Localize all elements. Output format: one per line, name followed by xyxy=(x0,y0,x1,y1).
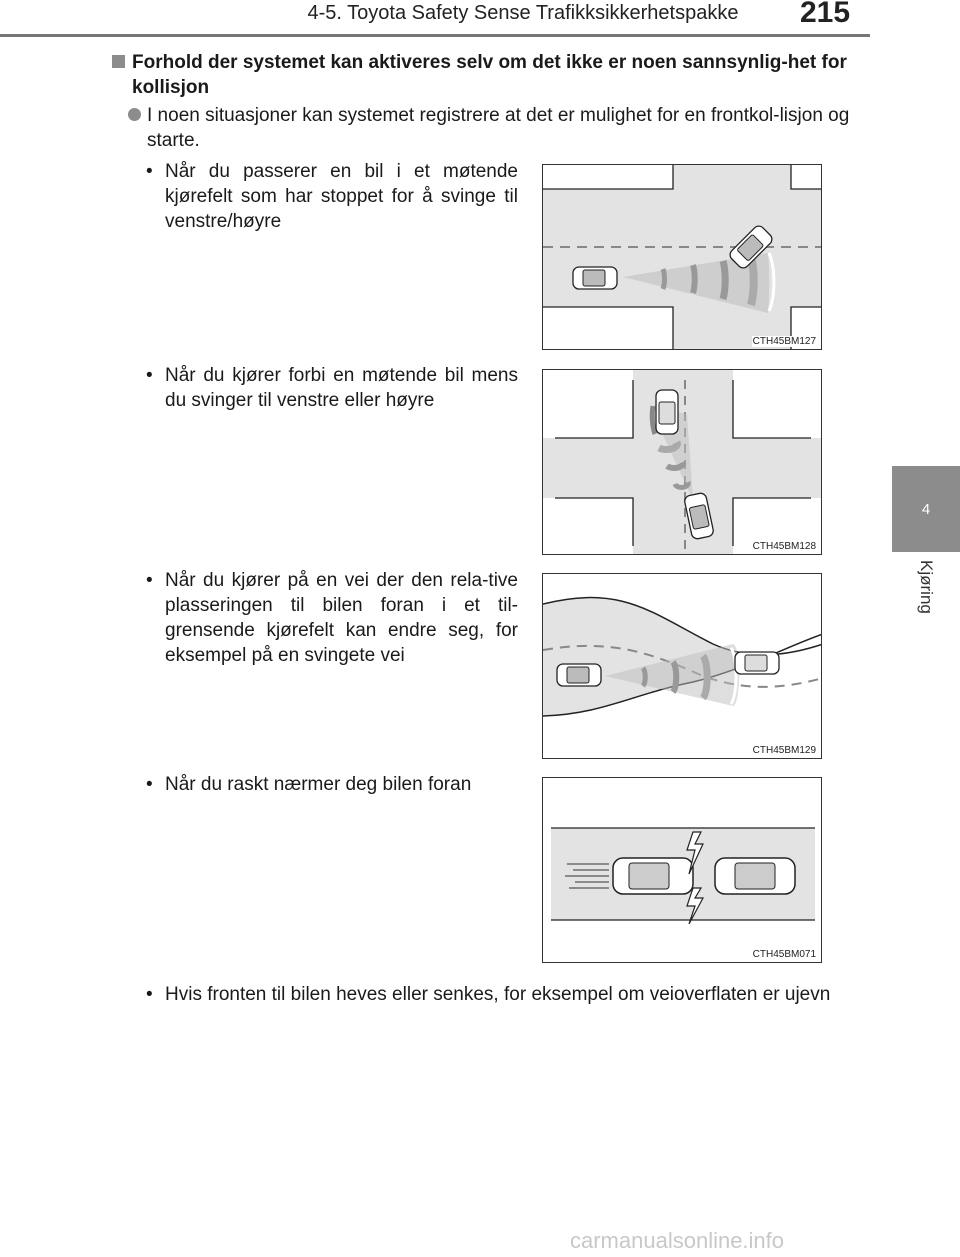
rear-approach-illustration xyxy=(543,778,822,963)
section-heading-text: Forhold der systemet kan aktiveres selv om det ikke er noen sannsynlig-het for kollisjon xyxy=(132,52,847,98)
circle-bullet-icon xyxy=(128,108,141,121)
bullet-mark: • xyxy=(146,774,153,795)
bullet-text: Når du passerer en bil i et møtende kjørefelt som har stoppet for å svinge til venstre/høyre xyxy=(165,161,518,232)
bullet-item xyxy=(146,982,852,1007)
figure-code: CTH45BM127 xyxy=(752,336,816,347)
bullet-text: Når du kjører på en vei der den rela-tive plasseringen til bilen foran i et til-grensende kjørefelt kan endre seg, for eksempel på en svingete vei xyxy=(165,570,518,666)
bullet-mark: • xyxy=(146,161,153,182)
square-bullet-icon xyxy=(112,55,125,68)
bullet-mark: • xyxy=(146,365,153,386)
figure-approaching-car-ahead xyxy=(542,777,822,963)
intro-paragraph-text: I noen situasjoner kan systemet registrere at det er mulighet for en frontkol-lisjon og starte. xyxy=(147,105,850,151)
intersection-illustration xyxy=(543,370,822,555)
figure-code: CTH45BM071 xyxy=(752,949,816,960)
chapter-label xyxy=(892,560,960,660)
bullet-text: Hvis fronten til bilen heves eller senkes, for eksempel om veioverflaten er ujevn xyxy=(165,984,831,1005)
intro-paragraph xyxy=(128,103,854,153)
figure-oncoming-turning-car xyxy=(542,164,822,350)
bullet-item xyxy=(146,363,518,413)
header-divider xyxy=(0,34,870,37)
figure-code: CTH45BM129 xyxy=(752,745,816,756)
bullet-text: Når du raskt nærmer deg bilen foran xyxy=(165,774,472,795)
running-header: 4-5. Toyota Safety Sense Trafikksikkerhetspakke xyxy=(307,2,739,24)
chapter-label-text: Kjøring xyxy=(917,560,936,614)
figure-winding-road xyxy=(542,573,822,759)
watermark: carmanualsonline.info xyxy=(570,1228,785,1253)
bullet-item xyxy=(146,159,518,234)
page-number: 215 xyxy=(800,0,851,29)
figure-code: CTH45BM128 xyxy=(752,541,816,552)
bullet-item xyxy=(146,568,518,668)
figure-turning-past-oncoming-car xyxy=(542,369,822,555)
chapter-number: 4 xyxy=(921,500,931,518)
winding-road-illustration xyxy=(543,574,822,759)
bullet-item xyxy=(146,772,518,797)
intersection-illustration xyxy=(543,165,822,350)
section-heading xyxy=(112,50,852,100)
bullet-mark: • xyxy=(146,570,153,591)
bullet-text: Når du kjører forbi en møtende bil mens du svinger til venstre eller høyre xyxy=(165,365,518,411)
bullet-mark: • xyxy=(146,984,153,1005)
chapter-tab xyxy=(892,466,960,552)
